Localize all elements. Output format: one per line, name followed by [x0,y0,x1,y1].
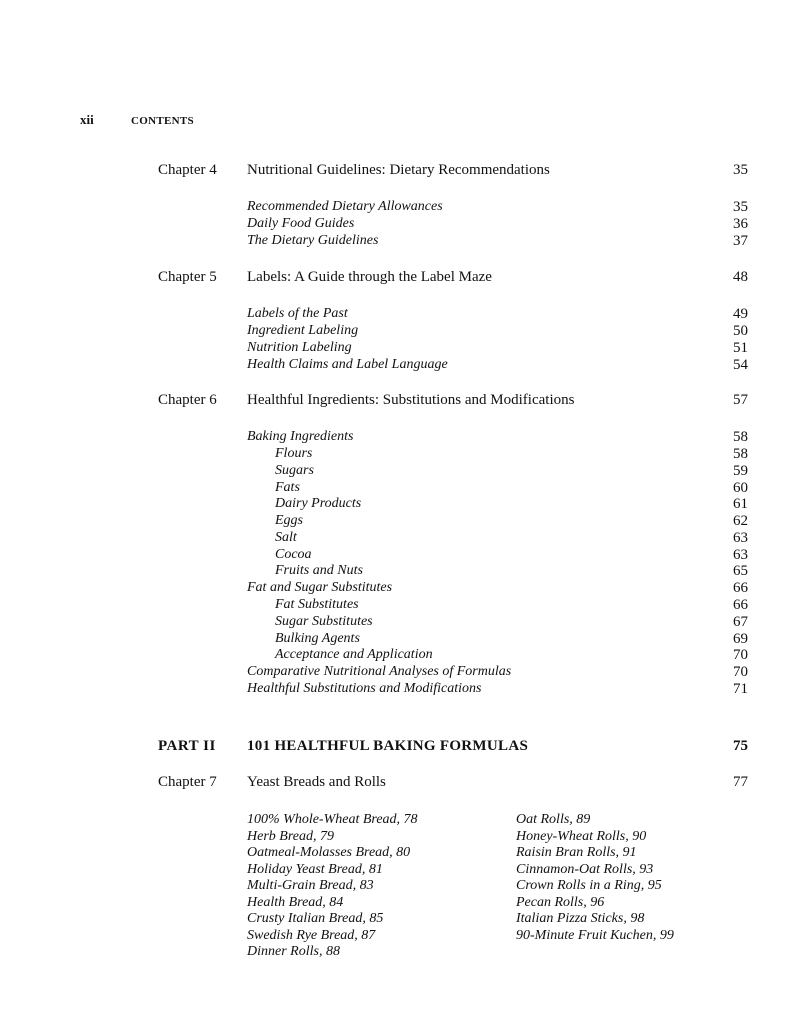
entry-text: Acceptance and Application [275,647,433,662]
chapter-label: Chapter 7 [158,774,217,790]
toc-entry[interactable] [0,428,800,446]
entry-page: 36 [733,216,748,232]
recipe-list-left [247,812,418,961]
entry-text: Health Claims and Label Language [247,357,448,372]
chapter-title: Yeast Breads and Rolls [247,774,386,790]
toc-entry[interactable] [0,339,800,357]
recipe-entry[interactable]: Crusty Italian Bread, 85 [247,911,384,926]
recipe-entry[interactable]: Health Bread, 84 [247,894,344,910]
toc-subentry[interactable] [0,646,800,664]
chapter-title: Nutritional Guidelines: Dietary Recommendations [247,162,550,178]
entry-page: 58 [733,429,748,445]
entry-text: Daily Food Guides [247,216,355,231]
entry-text: Sugars [275,463,314,478]
page-folio: xii [80,112,94,127]
toc-subentry[interactable] [0,596,800,614]
entry-text: Fat and Sugar Substitutes [247,580,393,595]
part-row[interactable] [0,737,800,755]
entry-text: Bulking Agents [275,631,360,646]
entry-page: 63 [733,530,748,546]
entry-page: 65 [733,563,748,579]
toc-entry[interactable] [0,579,800,597]
toc-subentry[interactable] [0,613,800,631]
toc-subentry[interactable] [0,462,800,480]
entry-page: 49 [733,306,748,322]
entry-page: 69 [733,631,748,647]
entry-page: 71 [733,681,748,697]
entry-text: Recommended Dietary Allowances [247,199,443,214]
running-head [80,112,194,128]
entry-page: 70 [733,664,748,680]
entry-page: 35 [733,199,748,215]
toc-subentry[interactable] [0,495,800,513]
entry-text: Salt [275,530,297,545]
entry-text: Eggs [275,513,303,528]
chapter-row[interactable] [0,391,800,409]
entry-text: Fat Substitutes [275,597,359,612]
recipe-entry[interactable]: Raisin Bran Rolls, 91 [516,845,637,860]
toc-subentry[interactable] [0,512,800,530]
toc-entry[interactable] [0,305,800,323]
recipe-entry[interactable]: Cinnamon-Oat Rolls, 93 [516,861,654,877]
running-title: CONTENTS [130,115,194,127]
recipe-entry[interactable]: Oatmeal-Molasses Bread, 80 [247,845,411,860]
toc-subentry[interactable] [0,445,800,463]
entry-text: Ingredient Labeling [247,323,359,338]
chapter-row[interactable] [0,161,800,179]
entry-text: Sugar Substitutes [275,614,373,629]
recipe-entry[interactable]: Crown Rolls in a Ring, 95 [516,878,662,893]
entry-page: 60 [733,480,748,496]
recipe-entry[interactable]: Herb Bread, 79 [247,828,334,844]
chapter-label: Chapter 4 [158,162,217,178]
chapter-label: Chapter 5 [158,269,217,285]
toc-entry[interactable] [0,232,800,250]
part-title: 101 HEALTHFUL BAKING FORMULAS [247,738,529,754]
entry-text: Healthful Substitutions and Modifications [247,681,482,696]
entry-text: Fruits and Nuts [275,563,363,578]
recipe-entry[interactable]: Multi-Grain Bread, 83 [247,878,374,893]
recipe-list-right [516,812,674,944]
entry-text: Comparative Nutritional Analyses of Formulas [247,664,512,679]
entry-page: 37 [733,233,748,249]
entry-page: 66 [733,597,748,613]
entry-text: Cocoa [275,547,312,562]
recipe-entry[interactable]: Italian Pizza Sticks, 98 [516,911,645,926]
entry-page: 67 [733,614,748,630]
chapter-page: 35 [733,162,748,178]
toc-entry[interactable] [0,322,800,340]
entry-text: Labels of the Past [247,306,348,321]
entry-text: The Dietary Guidelines [247,233,379,248]
entry-text: Baking Ingredients [247,429,354,444]
recipe-entry[interactable]: Oat Rolls, 89 [516,812,591,827]
entry-page: 58 [733,446,748,462]
toc-entry[interactable] [0,198,800,216]
chapter-row[interactable] [0,773,800,791]
recipe-entry[interactable]: 100% Whole-Wheat Bread, 78 [247,812,418,827]
chapter-page: 48 [733,269,748,285]
entry-page: 61 [733,496,748,512]
entry-page: 66 [733,580,748,596]
recipe-entry[interactable]: Pecan Rolls, 96 [516,894,605,910]
entry-page: 62 [733,513,748,529]
part-page: 75 [733,738,748,754]
toc-entry[interactable] [0,356,800,374]
recipe-entry[interactable]: 90-Minute Fruit Kuchen, 99 [516,927,674,943]
chapter-title: Healthful Ingredients: Substitutions and Modifications [247,392,575,408]
part-label: PART II [158,738,216,754]
entry-text: Flours [275,446,313,461]
toc-subentry[interactable] [0,562,800,580]
chapter-row[interactable] [0,268,800,286]
recipe-entry[interactable]: Holiday Yeast Bread, 81 [247,861,383,877]
toc-subentry[interactable] [0,529,800,547]
chapter-page: 57 [733,392,748,408]
entry-text: Dairy Products [275,496,362,511]
entry-text: Nutrition Labeling [247,340,352,355]
toc-entry[interactable] [0,663,800,681]
toc-entry[interactable] [0,215,800,233]
entry-text: Fats [275,480,300,495]
recipe-entry[interactable]: Swedish Rye Bread, 87 [247,927,376,943]
recipe-entry[interactable]: Honey-Wheat Rolls, 90 [516,828,647,844]
recipe-entry[interactable]: Dinner Rolls, 88 [247,944,340,959]
entry-page: 50 [733,323,748,339]
entry-page: 63 [733,547,748,563]
chapter-page: 77 [733,774,748,790]
entry-page: 54 [733,357,748,373]
entry-page: 70 [733,647,748,663]
toc-entry[interactable] [0,680,800,698]
entry-page: 59 [733,463,748,479]
chapter-label: Chapter 6 [158,392,217,408]
entry-page: 51 [733,340,748,356]
chapter-title: Labels: A Guide through the Label Maze [247,269,492,285]
